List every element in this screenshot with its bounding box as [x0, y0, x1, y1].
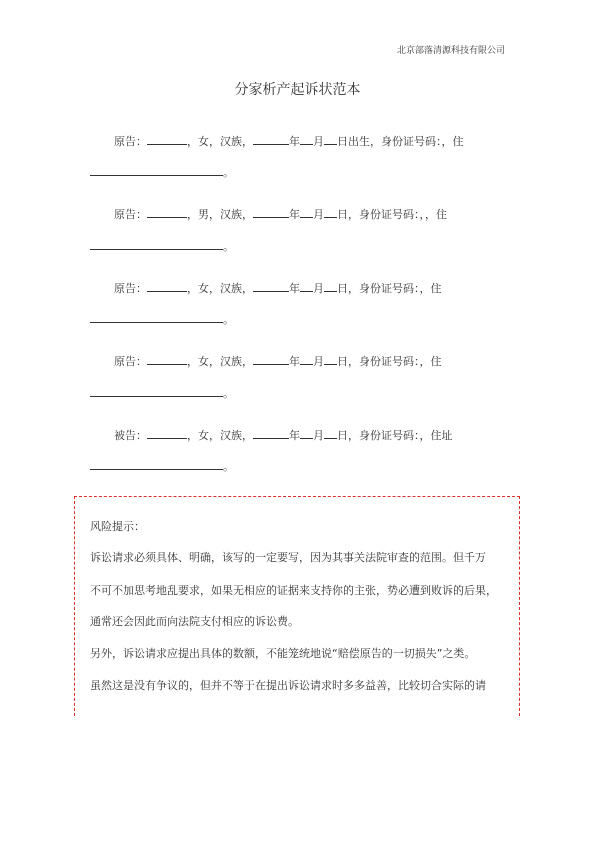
party-dob: 日，身份证号码：，，住	[337, 208, 447, 221]
risk-heading: 风险提示：	[90, 520, 145, 533]
month-label: 月	[313, 355, 324, 368]
party-role: 原告：	[114, 355, 147, 368]
line-end: 。	[223, 166, 234, 179]
blank-year	[253, 353, 289, 365]
month-label: 月	[313, 282, 324, 295]
blank-month	[300, 133, 313, 145]
blank-day	[324, 427, 337, 439]
year-label: 年	[289, 282, 300, 295]
risk-line-2: 不可不加思考地乱要求，如果无相应的证据来支持你的主张，势必遭到败诉的后果，	[90, 584, 497, 597]
party-dob: 日，身份证号码：，住	[337, 355, 442, 368]
party-gender: ，女，汉族，	[187, 355, 253, 368]
party-gender: ，女，汉族，	[187, 429, 253, 442]
year-label: 年	[289, 135, 300, 148]
party-gender: ，男，汉族，	[187, 208, 253, 221]
risk-line-4: 另外，诉讼请求应提出具体的数额，不能笼统地说“赔偿原告的一切损失”之类。	[90, 647, 476, 660]
party-dob: 日出生，身份证号码：，住	[337, 135, 464, 148]
blank-name	[147, 353, 187, 365]
blank-year	[253, 427, 289, 439]
blank-address	[90, 311, 223, 323]
line-end: 。	[223, 313, 234, 326]
document-title: 分家析产起诉状范本	[234, 82, 361, 98]
blank-name	[147, 133, 187, 145]
party-line-1	[114, 133, 464, 150]
blank-name	[147, 280, 187, 292]
party-gender: ，女，汉族，	[187, 282, 253, 295]
party-dob: 日，身份证号码：，住	[337, 282, 442, 295]
blank-address	[90, 385, 223, 397]
risk-line-3: 通常还会因此而向法院支付相应的诉讼费。	[90, 615, 299, 628]
blank-address	[90, 458, 223, 470]
party-address-line-5	[90, 458, 234, 475]
year-label: 年	[289, 429, 300, 442]
blank-day	[324, 133, 337, 145]
blank-address	[90, 238, 223, 250]
blank-month	[300, 427, 313, 439]
blank-year	[253, 206, 289, 218]
month-label: 月	[313, 135, 324, 148]
year-label: 年	[289, 355, 300, 368]
party-line-4	[114, 353, 442, 370]
month-label: 月	[313, 429, 324, 442]
party-dob: 日，身份证号码：，住址	[337, 429, 453, 442]
risk-line-5: 虽然这是没有争议的，但并不等于在提出诉讼请求时多多益善，比较切合实际的请	[90, 679, 486, 692]
party-address-line-1	[90, 164, 234, 181]
blank-year	[253, 280, 289, 292]
month-label: 月	[313, 208, 324, 221]
blank-month	[300, 280, 313, 292]
blank-month	[300, 206, 313, 218]
company-name: 北京部落清源科技有限公司	[396, 46, 505, 56]
party-role: 被告：	[114, 429, 147, 442]
party-gender: ，女，汉族，	[187, 135, 253, 148]
party-line-2	[114, 206, 447, 223]
blank-month	[300, 353, 313, 365]
blank-day	[324, 206, 337, 218]
line-end: 。	[223, 460, 234, 473]
blank-name	[147, 206, 187, 218]
party-line-3	[114, 280, 442, 297]
line-end: 。	[223, 240, 234, 253]
party-role: 原告：	[114, 135, 147, 148]
party-line-5	[114, 427, 453, 444]
blank-address	[90, 164, 223, 176]
blank-year	[253, 133, 289, 145]
blank-day	[324, 280, 337, 292]
party-address-line-2	[90, 238, 234, 255]
party-role: 原告：	[114, 282, 147, 295]
party-address-line-4	[90, 385, 234, 402]
party-address-line-3	[90, 311, 234, 328]
party-role: 原告：	[114, 208, 147, 221]
blank-day	[324, 353, 337, 365]
blank-name	[147, 427, 187, 439]
line-end: 。	[223, 387, 234, 400]
risk-line-1: 诉讼请求必须具体、明确，该写的一定要写，因为其事关法院审查的范围。但千万	[90, 551, 486, 564]
year-label: 年	[289, 208, 300, 221]
